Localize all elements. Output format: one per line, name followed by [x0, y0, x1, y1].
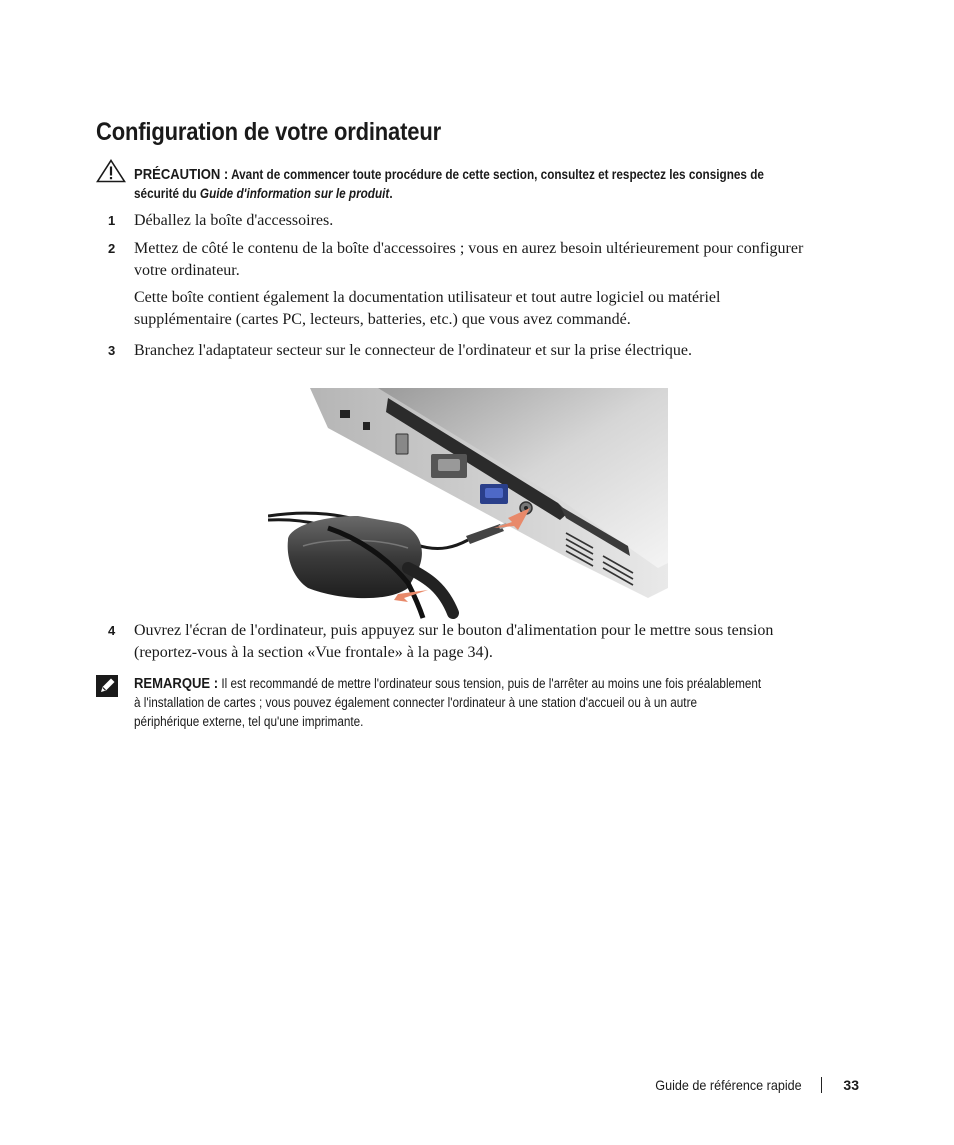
step-text: Ouvrez l'écran de l'ordinateur, puis appuyez sur le bouton d'alimentation pour le mettre sous tension	[134, 622, 774, 639]
step-4	[108, 620, 868, 664]
step-text: Déballez la boîte d'accessoires.	[134, 212, 334, 229]
step-number: 4	[108, 623, 116, 638]
step-3	[108, 340, 868, 362]
step-text: votre ordinateur.	[134, 262, 240, 279]
paragraph-line: Cette boîte contient également la documentation utilisateur et tout autre logiciel ou matériel	[134, 289, 721, 306]
caution-notice	[96, 159, 866, 203]
footer-separator	[821, 1077, 822, 1093]
step-number: 3	[108, 343, 116, 358]
note-text: Il est recommandé de mettre l'ordinateur sous tension, puis de l'arrêter au moins une fois préalablement	[221, 676, 762, 691]
caution-label: PRÉCAUTION :	[134, 166, 229, 183]
footer-guide-title: Guide de référence rapide	[655, 1077, 802, 1093]
note-notice	[96, 674, 866, 731]
pencil-note-icon	[96, 675, 118, 697]
note-text: périphérique externe, tel qu'une imprimante.	[134, 714, 364, 729]
ac-adapter-connection-illustration	[268, 388, 668, 620]
product-guide-reference: Guide d'information sur le produit	[199, 186, 390, 201]
paragraph-line: supplémentaire (cartes PC, lecteurs, batteries, etc.) que vous avez commandé.	[134, 311, 631, 328]
step-text: (reportez-vous à la section «Vue frontale» à la page 34).	[134, 644, 493, 661]
page-footer	[639, 1077, 859, 1093]
caution-text: Avant de commencer toute procédure de cette section, consultez et respectez les consignes de	[231, 167, 764, 182]
step-2-extra-paragraph	[134, 287, 864, 331]
note-label: REMARQUE :	[134, 675, 219, 692]
page-title: Configuration de votre ordinateur	[96, 118, 441, 146]
step-1	[108, 210, 868, 232]
note-text: à l'installation de cartes ; vous pouvez également connecter l'ordinateur à une station d'accueil ou à un autre	[134, 695, 698, 710]
caution-text-end: .	[389, 186, 393, 201]
step-text: Mettez de côté le contenu de la boîte d'accessoires ; vous en aurez besoin ultérieurement pour configurer	[134, 240, 804, 257]
step-text: Branchez l'adaptateur secteur sur le connecteur de l'ordinateur et sur la prise électrique.	[134, 342, 692, 359]
page-number: 33	[843, 1077, 859, 1093]
step-2	[108, 238, 868, 282]
step-number: 1	[108, 213, 116, 228]
step-number: 2	[108, 241, 116, 256]
warning-triangle-icon	[96, 159, 126, 183]
caution-text-cont: sécurité du	[134, 186, 200, 201]
